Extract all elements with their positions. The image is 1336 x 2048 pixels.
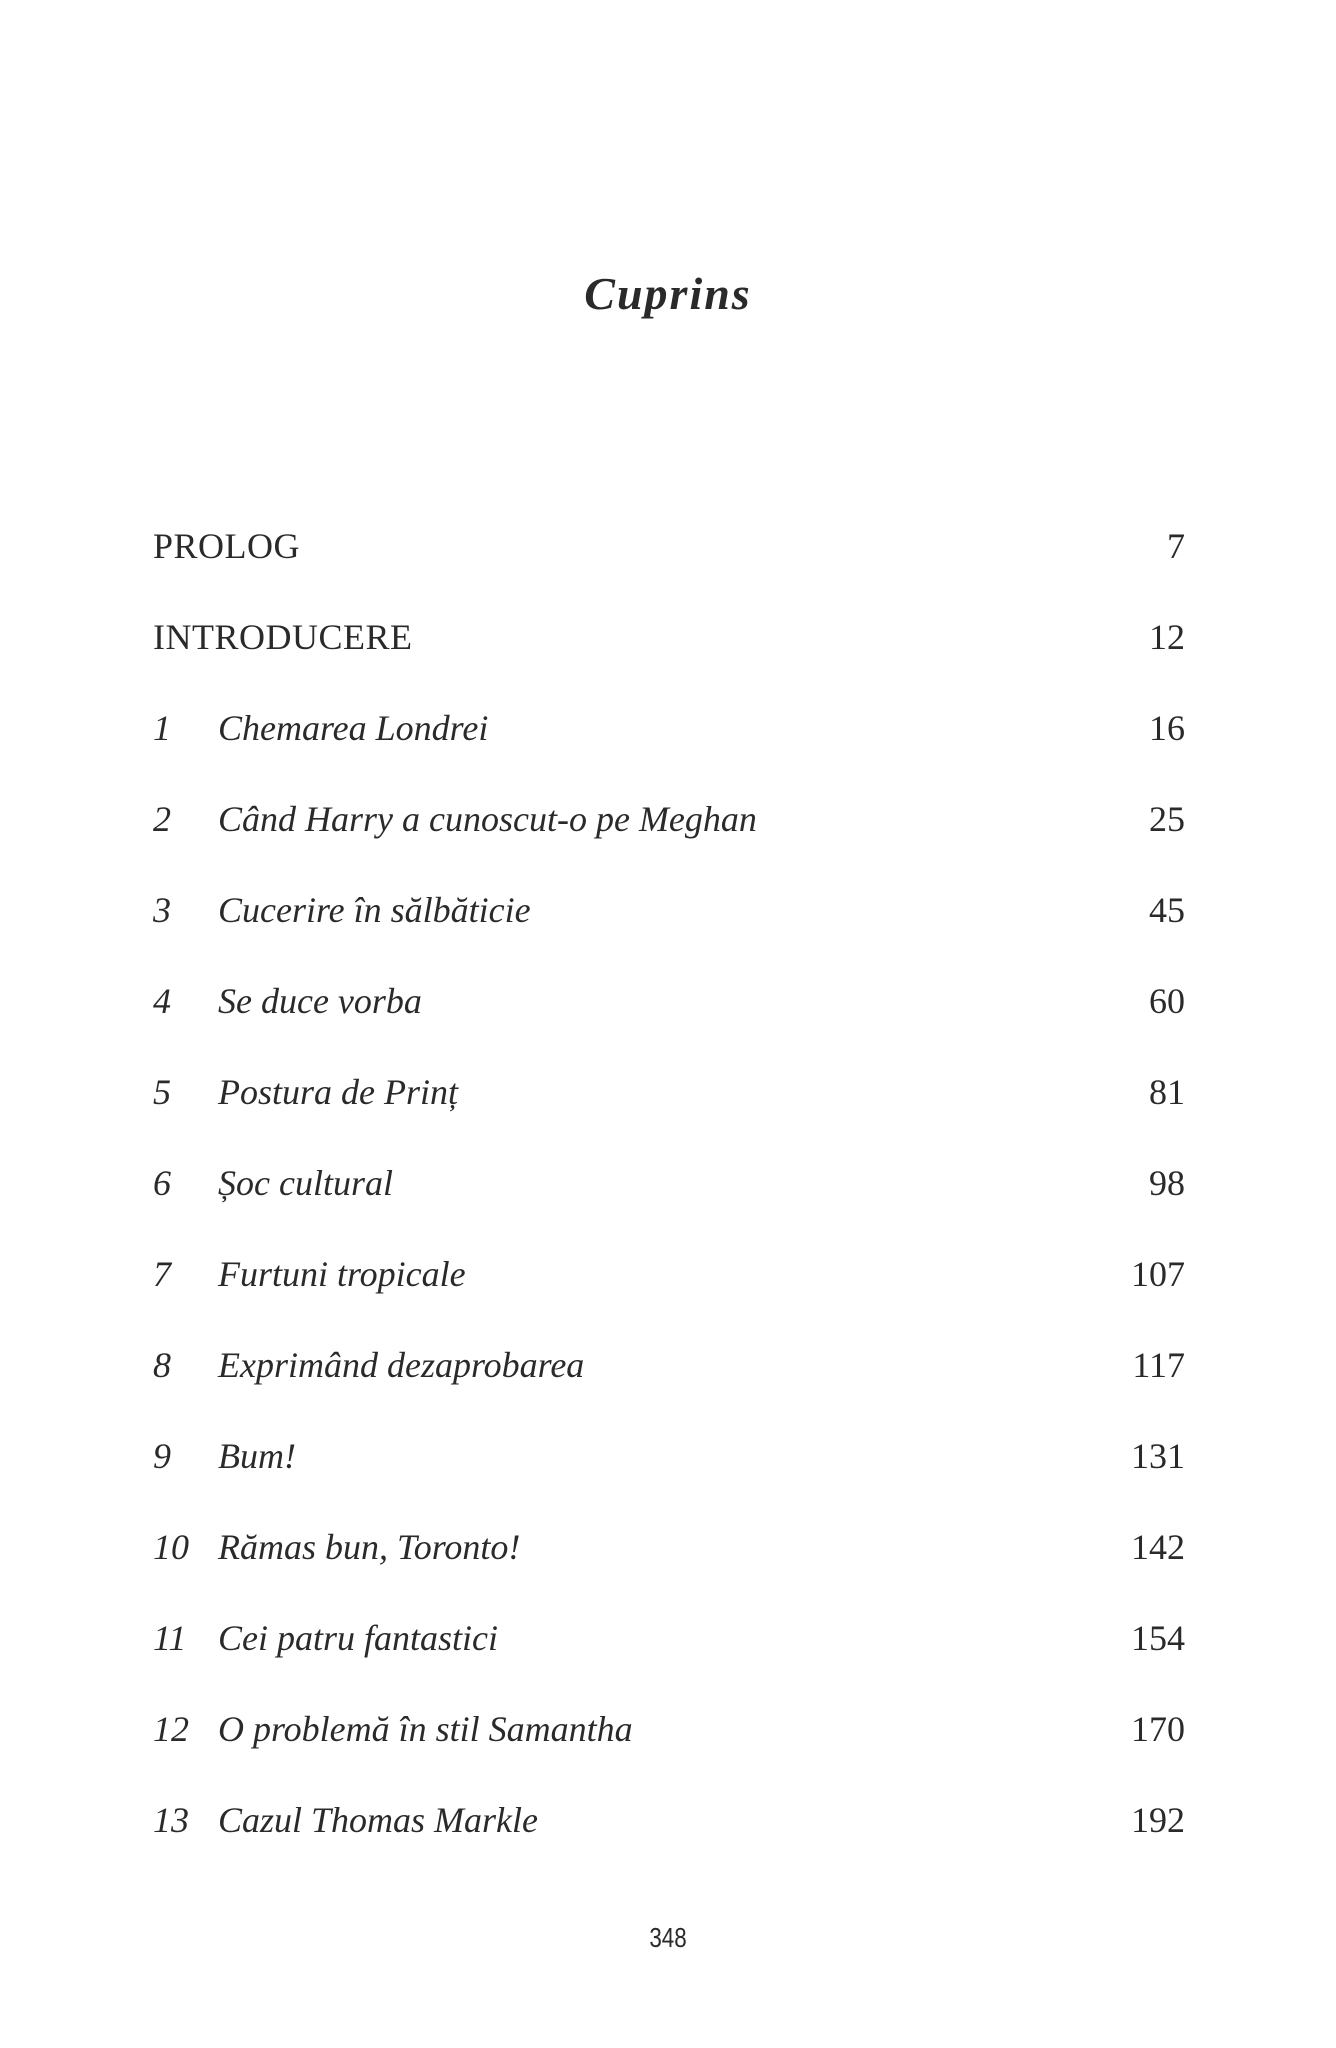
toc-entry-page: 12 xyxy=(1149,617,1185,657)
chapter-page: 154 xyxy=(1131,1618,1185,1658)
chapter-number: 3 xyxy=(153,890,171,930)
chapter-number: 12 xyxy=(153,1709,189,1749)
chapter-page: 107 xyxy=(1131,1254,1185,1294)
chapter-title: Cei patru fantastici xyxy=(218,1618,499,1658)
chapter-title: Cazul Thomas Markle xyxy=(218,1800,539,1840)
toc-entry-chapter-11 xyxy=(153,1608,1185,1699)
toc-entry-chapter-1 xyxy=(153,698,1185,789)
toc-entry-chapter-13 xyxy=(153,1790,1185,1881)
toc-entry-chapter-6 xyxy=(153,1153,1185,1244)
chapter-page: 131 xyxy=(1131,1436,1185,1476)
chapter-title: Bum! xyxy=(218,1436,296,1476)
chapter-title: Exprimând dezaprobarea xyxy=(218,1345,585,1385)
chapter-page: 45 xyxy=(1149,890,1185,930)
chapter-page: 81 xyxy=(1149,1072,1185,1112)
toc-entry-chapter-8 xyxy=(153,1335,1185,1426)
chapter-title: Postura de Prinț xyxy=(218,1072,458,1112)
chapter-number: 2 xyxy=(153,799,171,839)
toc-entry-chapter-10 xyxy=(153,1517,1185,1608)
chapter-page: 192 xyxy=(1131,1800,1185,1840)
chapter-title: Șoc cultural xyxy=(218,1163,393,1203)
chapter-page: 142 xyxy=(1131,1527,1185,1567)
chapter-title: Rămas bun, Toronto! xyxy=(218,1527,521,1567)
chapter-page: 60 xyxy=(1149,981,1185,1021)
toc-entry-chapter-4 xyxy=(153,971,1185,1062)
chapter-title: O problemă în stil Samantha xyxy=(218,1709,633,1749)
chapter-page: 170 xyxy=(1131,1709,1185,1749)
chapter-title: Se duce vorba xyxy=(218,981,422,1021)
toc-entry-chapter-9 xyxy=(153,1426,1185,1517)
toc-entry-chapter-7 xyxy=(153,1244,1185,1335)
toc-entry-chapter-5 xyxy=(153,1062,1185,1153)
chapter-number: 5 xyxy=(153,1072,171,1112)
chapter-title: Când Harry a cunoscut-o pe Meghan xyxy=(218,799,757,839)
chapter-number: 8 xyxy=(153,1345,171,1385)
chapter-number: 4 xyxy=(153,981,171,1021)
chapter-number: 11 xyxy=(153,1618,187,1658)
chapter-number: 9 xyxy=(153,1436,171,1476)
toc-entry-introducere xyxy=(153,607,1185,698)
table-of-contents xyxy=(153,516,1185,1881)
chapter-number: 10 xyxy=(153,1527,189,1567)
chapter-number: 1 xyxy=(153,708,171,748)
toc-entry-label: INTRODUCERE xyxy=(153,617,413,657)
chapter-page: 98 xyxy=(1149,1163,1185,1203)
toc-entry-label: PROLOG xyxy=(153,526,301,566)
chapter-title: Furtuni tropicale xyxy=(218,1254,466,1294)
toc-entry-chapter-2 xyxy=(153,789,1185,880)
page-number: 348 xyxy=(649,1922,687,1953)
toc-entry-chapter-12 xyxy=(153,1699,1185,1790)
chapter-page: 25 xyxy=(1149,799,1185,839)
toc-entry-page: 7 xyxy=(1167,526,1185,566)
chapter-title: Cucerire în sălbăticie xyxy=(218,890,531,930)
page-title: Cuprins xyxy=(584,267,752,319)
chapter-title: Chemarea Londrei xyxy=(218,708,489,748)
chapter-number: 6 xyxy=(153,1163,171,1203)
chapter-page: 16 xyxy=(1149,708,1185,748)
toc-entry-prolog xyxy=(153,516,1185,607)
chapter-number: 7 xyxy=(153,1254,171,1294)
toc-entry-chapter-3 xyxy=(153,880,1185,971)
chapter-number: 13 xyxy=(153,1800,189,1840)
chapter-page: 117 xyxy=(1132,1345,1185,1385)
